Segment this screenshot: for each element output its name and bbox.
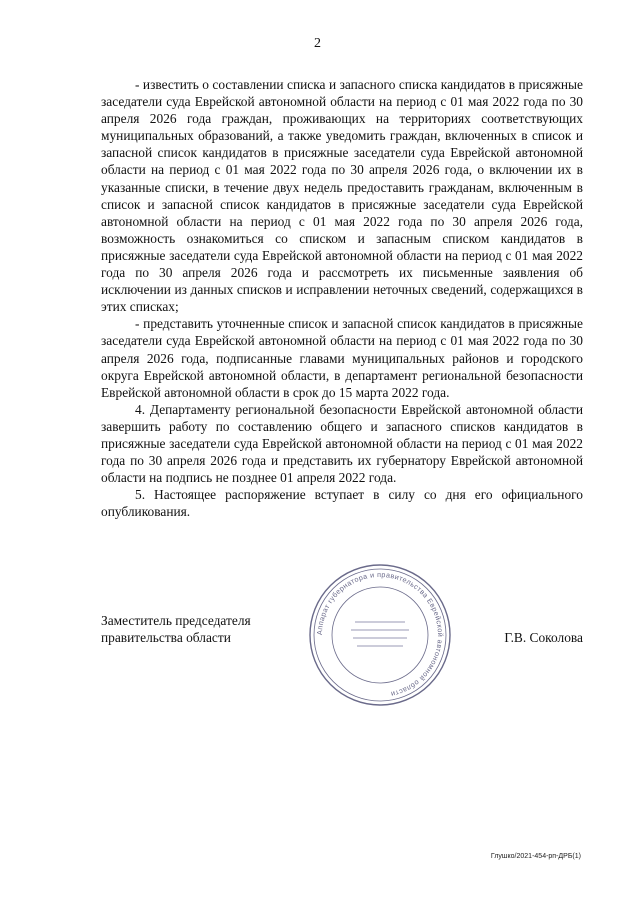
page-number: 2	[314, 36, 321, 51]
document-body	[101, 76, 583, 520]
document-code: Глушко/2021-454-рп-ДРБ(1)	[490, 853, 581, 860]
signature-block	[101, 612, 583, 672]
paragraph-notify-citizens: - известить о составлении списка и запасного списка кандидатов в присяжные заседатели суда Еврейской автономной области на период с 01 мая 2022 года по 30 апреля 2026 года граждан, проживающих на территориях соответствующих муниципальных образований, а также уведомить граждан, включенных в список и запасной список кандидатов в присяжные заседатели суда Еврейской автономной области на период с 01 мая 2022 года по 30 апреля 2026 года, о включении их в указанные списки, в течение двух недель предоставить гражданам, включенным в список и запасной список кандидатов в присяжные заседатели суда Еврейской автономной области на период с 01 мая 2022 года по 30 апреля 2026 года, возможность ознакомиться со списком и запасным списком кандидатов в присяжные заседатели суда Еврейской автономной области на период с 01 мая 2022 года по 30 апреля 2026 года и рассмотреть их письменные заявления об исключении из данных списков и исправлении неточных сведений, содержащихся в этих списках;	[101, 77, 583, 315]
paragraph-effective-date: 5. Настоящее распоряжение вступает в силу со дня его официального опубликования.	[101, 487, 583, 520]
paragraph-submit-lists: - представить уточненные список и запасной список кандидатов в присяжные заседатели суда Еврейской автономной области на период с 01 мая 2022 года по 30 апреля 2026 года, подписанные главами муниципальных районов и городского округа Еврейской автономной области, в департамент региональной безопасности Еврейской автономной области в срок до 15 марта 2022 года.	[101, 316, 583, 400]
signatory-title	[101, 612, 251, 646]
signatory-title-line-2: правительства области	[101, 630, 231, 646]
signatory-name: Г.В. Соколова	[504, 630, 583, 645]
signatory-title-line-1: Заместитель председателя	[101, 613, 251, 628]
seal-outer-text: Аппарат губернатора и правительства Еврейской автономной области	[314, 569, 446, 699]
paragraph-department-task: 4. Департаменту региональной безопасности Еврейской автономной области завершить работу по составлению общего и запасного списков кандидатов в присяжные заседатели суда Еврейской автономной области на период с 01 мая 2022 года по 30 апреля 2026 года и представить их губернатору Еврейской автономной области на подпись не позднее 01 апреля 2022 года.	[101, 401, 583, 486]
